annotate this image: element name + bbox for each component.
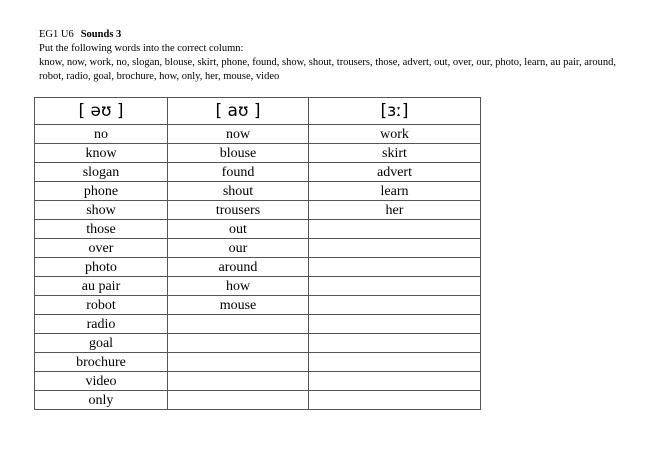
table-row xyxy=(35,353,481,372)
table-cell: video xyxy=(35,372,168,391)
table-row xyxy=(35,296,481,315)
table-cell: over xyxy=(35,239,168,258)
table-cell: trousers xyxy=(168,201,309,220)
table-cell xyxy=(168,353,309,372)
sounds-table xyxy=(34,97,481,410)
table-body xyxy=(35,125,481,410)
table-cell: learn xyxy=(309,182,481,201)
table-cell: now xyxy=(168,125,309,144)
table-cell: advert xyxy=(309,163,481,182)
header-row xyxy=(35,98,481,125)
table-cell: goal xyxy=(35,334,168,353)
table-cell: no xyxy=(35,125,168,144)
table-cell: shout xyxy=(168,182,309,201)
table-cell: au pair xyxy=(35,277,168,296)
table-cell: phone xyxy=(35,182,168,201)
table-cell xyxy=(309,315,481,334)
table-cell: our xyxy=(168,239,309,258)
table-cell: only xyxy=(35,391,168,410)
table-cell xyxy=(168,315,309,334)
column-header-er: [ɜː] xyxy=(309,98,481,125)
table-cell xyxy=(309,372,481,391)
table-cell: robot xyxy=(35,296,168,315)
worksheet-title-line xyxy=(39,28,619,42)
table-row xyxy=(35,220,481,239)
table-cell: skirt xyxy=(309,144,481,163)
table-row xyxy=(35,277,481,296)
table-row xyxy=(35,391,481,410)
table-row xyxy=(35,258,481,277)
table-row xyxy=(35,372,481,391)
table-cell: slogan xyxy=(35,163,168,182)
table-cell xyxy=(309,296,481,315)
table-cell xyxy=(309,353,481,372)
table-cell xyxy=(309,277,481,296)
table-cell xyxy=(309,239,481,258)
table-cell: show xyxy=(35,201,168,220)
table-cell: found xyxy=(168,163,309,182)
table-cell xyxy=(168,372,309,391)
table-cell: brochure xyxy=(35,353,168,372)
table-cell: those xyxy=(35,220,168,239)
table-cell xyxy=(309,334,481,353)
table-cell: her xyxy=(309,201,481,220)
unit-code: EG1 U6 xyxy=(39,29,74,40)
table-cell xyxy=(309,220,481,239)
table-cell: radio xyxy=(35,315,168,334)
worksheet-title: Sounds 3 xyxy=(80,29,122,40)
table-cell: out xyxy=(168,220,309,239)
column-header-ou: [ əʊ ] xyxy=(35,98,168,125)
table-cell: around xyxy=(168,258,309,277)
column-header-au: [ aʊ ] xyxy=(168,98,309,125)
table-row xyxy=(35,315,481,334)
table-row xyxy=(35,334,481,353)
table-row xyxy=(35,201,481,220)
table-cell: photo xyxy=(35,258,168,277)
table-row xyxy=(35,125,481,144)
table-cell: work xyxy=(309,125,481,144)
table-cell: how xyxy=(168,277,309,296)
table-cell: blouse xyxy=(168,144,309,163)
table-row xyxy=(35,163,481,182)
table-cell: mouse xyxy=(168,296,309,315)
table-cell: know xyxy=(35,144,168,163)
table-cell xyxy=(168,391,309,410)
table-cell xyxy=(168,334,309,353)
worksheet-header xyxy=(39,28,619,84)
table-cell xyxy=(309,258,481,277)
table-row xyxy=(35,182,481,201)
table-row xyxy=(35,239,481,258)
table-row xyxy=(35,144,481,163)
instruction-text: Put the following words into the correct column: xyxy=(39,43,244,54)
word-list: know, now, work, no, slogan, blouse, skirt, phone, found, show, shout, trousers, those, advert, out, over, our, photo, learn, au pair, around, robot, radio, goal, brochure, how, only, her, mouse, video xyxy=(39,57,617,82)
table-cell xyxy=(309,391,481,410)
